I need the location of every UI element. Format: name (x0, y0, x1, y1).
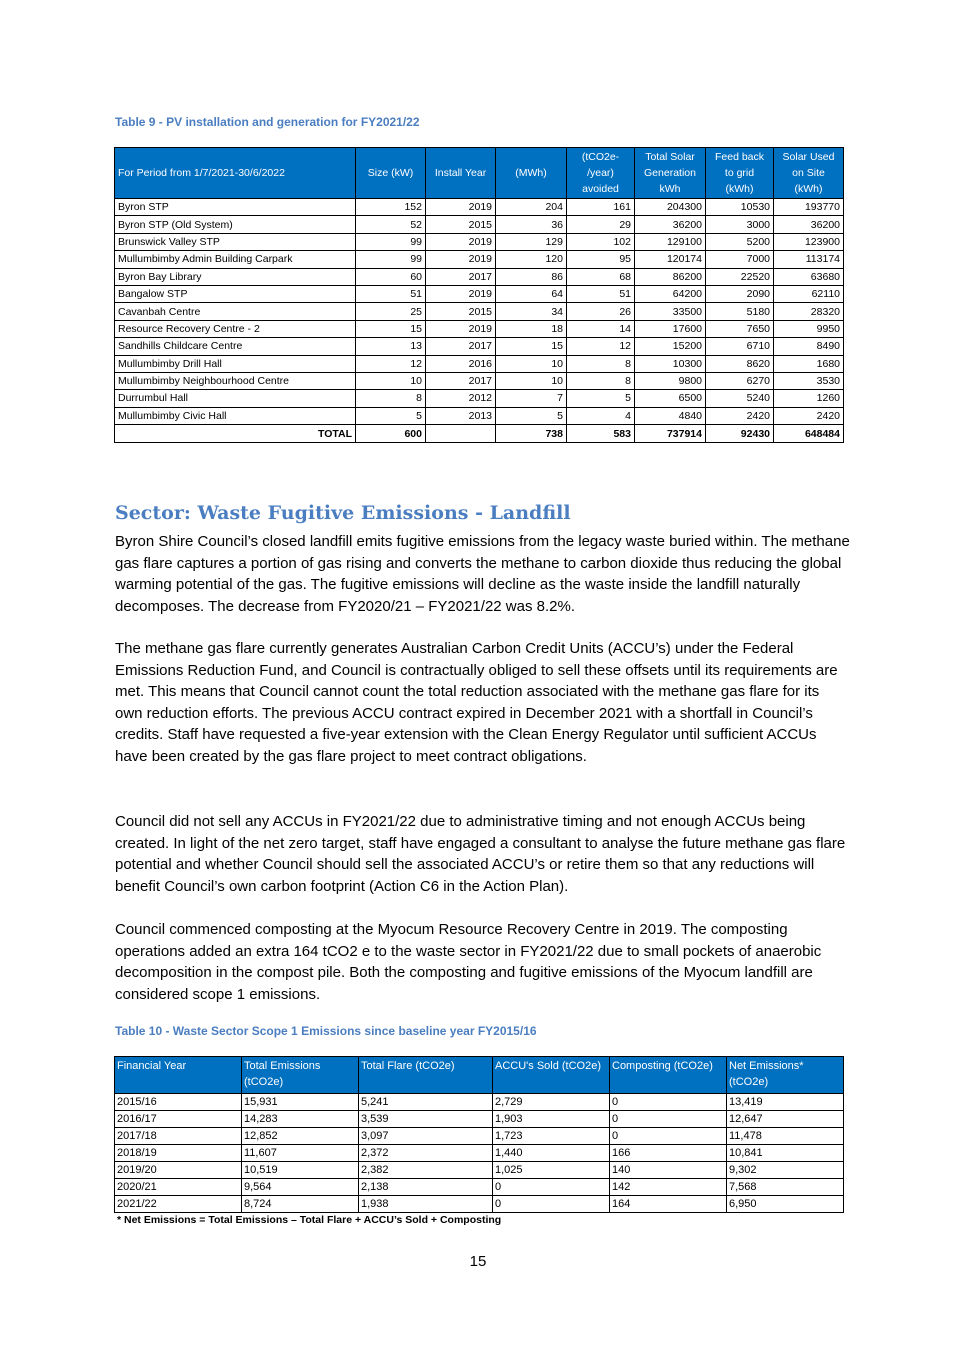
value-cell: 164 (610, 1196, 727, 1213)
value-cell: 4840 (635, 407, 706, 424)
value-cell: 1,938 (359, 1196, 493, 1213)
value-cell: 99 (356, 251, 426, 268)
value-cell: 36200 (635, 216, 706, 233)
table10-header-cell: Net Emissions* (tCO2e) (727, 1057, 844, 1094)
value-cell: 9,302 (727, 1162, 844, 1179)
table-row (115, 233, 844, 250)
value-cell: 15 (496, 338, 567, 355)
value-cell: 86200 (635, 268, 706, 285)
total-value-cell: 648484 (774, 425, 844, 443)
header-avoided-line2: /year) (587, 167, 614, 179)
table-row (115, 1179, 844, 1196)
table10-header-cell: Total Emissions (tCO2e) (242, 1057, 359, 1094)
value-cell: 2016 (426, 355, 496, 372)
total-value-cell: 92430 (706, 425, 774, 443)
value-cell: 2019 (426, 251, 496, 268)
value-cell: 51 (567, 285, 635, 302)
value-cell: 1680 (774, 355, 844, 372)
value-cell: 14,283 (242, 1111, 359, 1128)
paragraph-landfill: Byron Shire Council’s closed landfill emits fugitive emissions from the legacy waste buried within. The methane gas flare captures a portion of gas rising and converts the methane to carbon dioxide thus reducing the global warming potential of the gas. The fugitive emissions will decline as the waste inside the landfill naturally decomposes. The decrease from FY2020/21 – FY2021/22 was 8.2%. (115, 533, 850, 615)
value-cell: 2017 (426, 338, 496, 355)
header-avoided-line1: (tCO2e- (581, 151, 620, 163)
value-cell: 2420 (706, 407, 774, 424)
table10-header-cell: Total Flare (tCO2e) (359, 1057, 493, 1094)
header-avoided-line3: avoided (582, 183, 619, 195)
table-row (115, 372, 844, 389)
value-cell: 8 (567, 372, 635, 389)
value-cell: 2,382 (359, 1162, 493, 1179)
value-cell: 62110 (774, 285, 844, 302)
financial-year-cell: 2017/18 (115, 1128, 242, 1145)
table-row (115, 338, 844, 355)
financial-year-cell: 2021/22 (115, 1196, 242, 1213)
value-cell: 2,729 (493, 1094, 610, 1111)
value-cell: 102 (567, 233, 635, 250)
value-cell: 7 (496, 390, 567, 407)
value-cell: 10 (356, 372, 426, 389)
table-row (115, 268, 844, 285)
value-cell: 129 (496, 233, 567, 250)
value-cell: 25 (356, 303, 426, 320)
value-cell: 10 (496, 372, 567, 389)
value-cell: 113174 (774, 251, 844, 268)
table-row (115, 320, 844, 337)
total-value-cell: 600 (356, 425, 426, 443)
value-cell: 86 (496, 268, 567, 285)
header-used-line3: (kWh) (794, 183, 823, 195)
header-install-year: Install Year (426, 148, 496, 199)
value-cell: 6710 (706, 338, 774, 355)
table-row (115, 1162, 844, 1179)
value-cell: 6500 (635, 390, 706, 407)
header-solar-line2: Generation (644, 167, 696, 179)
value-cell: 8620 (706, 355, 774, 372)
value-cell: 4 (567, 407, 635, 424)
site-name-cell: Mullumbimby Drill Hall (115, 355, 356, 372)
value-cell: 10 (496, 355, 567, 372)
total-value-cell: 583 (567, 425, 635, 443)
value-cell: 10530 (706, 199, 774, 216)
financial-year-cell: 2016/17 (115, 1111, 242, 1128)
value-cell: 7000 (706, 251, 774, 268)
value-cell: 152 (356, 199, 426, 216)
value-cell: 22520 (706, 268, 774, 285)
value-cell: 95 (567, 251, 635, 268)
table-row (115, 199, 844, 216)
table9-caption: Table 9 - PV installation and generation for FY2021/22 (115, 115, 420, 129)
value-cell: 2015 (426, 216, 496, 233)
value-cell: 2420 (774, 407, 844, 424)
value-cell: 3,097 (359, 1128, 493, 1145)
total-row (115, 425, 844, 443)
header-avoided (567, 148, 635, 199)
table-row (115, 285, 844, 302)
value-cell: 204300 (635, 199, 706, 216)
value-cell: 10,841 (727, 1145, 844, 1162)
value-cell: 0 (610, 1128, 727, 1145)
value-cell: 11,478 (727, 1128, 844, 1145)
header-mwh: (MWh) (496, 148, 567, 199)
value-cell: 8490 (774, 338, 844, 355)
paragraph-composting: Council commenced composting at the Myocum Resource Recovery Centre in 2019. The composting operations added an extra 164 tCO2 e to the waste sector in FY2021/22 due to small pockets of anaerobic decomposition in the compost pile. Both the composting and fugitive emissions of the Myocum landfill are considered scope 1 emissions. (115, 921, 822, 1003)
value-cell: 2015 (426, 303, 496, 320)
value-cell: 13 (356, 338, 426, 355)
paragraph-accu: The methane gas flare currently generates Australian Carbon Credit Units (ACCU’s) under the Federal Emissions Reduction Fund, and Council is contractually obliged to sell these offsets until its requirements are met. This means that Council cannot count the total reduction associated with the methane gas flare for its own reduction efforts. The previous ACCU contract expired in December 2021 with a shortfall in Council’s credits. Staff have requested a five-year extension with the Clean Energy Regulator until sufficient ACCUs have been created by the gas flare project to meet contract obligations. (115, 640, 838, 765)
table-row (115, 303, 844, 320)
value-cell: 8,724 (242, 1196, 359, 1213)
table-row (115, 390, 844, 407)
table-row (115, 1111, 844, 1128)
table10-header-cell: Composting (tCO2e) (610, 1057, 727, 1094)
value-cell: 1260 (774, 390, 844, 407)
table-row (115, 251, 844, 268)
table9-header-row (115, 148, 844, 199)
site-name-cell: Durrumbul Hall (115, 390, 356, 407)
value-cell: 1,025 (493, 1162, 610, 1179)
value-cell: 2019 (426, 199, 496, 216)
value-cell: 3,539 (359, 1111, 493, 1128)
value-cell: 2,138 (359, 1179, 493, 1196)
value-cell: 2019 (426, 233, 496, 250)
value-cell: 120174 (635, 251, 706, 268)
total-value-cell (426, 425, 496, 443)
header-total-solar (635, 148, 706, 199)
value-cell: 193770 (774, 199, 844, 216)
value-cell: 6270 (706, 372, 774, 389)
value-cell: 5 (567, 390, 635, 407)
value-cell: 0 (493, 1196, 610, 1213)
value-cell: 51 (356, 285, 426, 302)
value-cell: 5,241 (359, 1094, 493, 1111)
total-value-cell: 737914 (635, 425, 706, 443)
table-row (115, 1145, 844, 1162)
value-cell: 129100 (635, 233, 706, 250)
value-cell: 15200 (635, 338, 706, 355)
financial-year-cell: 2015/16 (115, 1094, 242, 1111)
value-cell: 11,607 (242, 1145, 359, 1162)
site-name-cell: Resource Recovery Centre - 2 (115, 320, 356, 337)
header-period: For Period from 1/7/2021-30/6/2022 (115, 148, 356, 199)
table10-header-cell: ACCU's Sold (tCO2e) (493, 1057, 610, 1094)
value-cell: 2,372 (359, 1145, 493, 1162)
value-cell: 28320 (774, 303, 844, 320)
table-row (115, 1094, 844, 1111)
value-cell: 33500 (635, 303, 706, 320)
financial-year-cell: 2020/21 (115, 1179, 242, 1196)
header-used-line2: on Site (792, 167, 825, 179)
value-cell: 29 (567, 216, 635, 233)
value-cell: 64200 (635, 285, 706, 302)
header-feed-line1: Feed back (714, 151, 765, 163)
header-size: Size (kW) (356, 148, 426, 199)
value-cell: 6,950 (727, 1196, 844, 1213)
value-cell: 1,440 (493, 1145, 610, 1162)
value-cell: 5180 (706, 303, 774, 320)
value-cell: 9950 (774, 320, 844, 337)
value-cell: 9800 (635, 372, 706, 389)
pv-installation-table (114, 147, 844, 443)
value-cell: 68 (567, 268, 635, 285)
financial-year-cell: 2018/19 (115, 1145, 242, 1162)
value-cell: 5 (496, 407, 567, 424)
table-row (115, 1196, 844, 1213)
value-cell: 64 (496, 285, 567, 302)
value-cell: 3530 (774, 372, 844, 389)
total-value-cell: 738 (496, 425, 567, 443)
table10-caption: Table 10 - Waste Sector Scope 1 Emissions since baseline year FY2015/16 (115, 1024, 537, 1038)
paragraph-net-zero: Council did not sell any ACCUs in FY2021/22 due to administrative timing and not enough ACCUs being created. In light of the net zero target, staff have engaged a consultant to analyse the future methane gas flare potential and whether Council should sell the associated ACCU’s or retire them so that any reductions will benefit Council’s own carbon footprint (Action C6 in the Action Plan). (115, 813, 846, 895)
value-cell: 60 (356, 268, 426, 285)
header-used-line1: Solar Used (782, 151, 835, 163)
value-cell: 0 (610, 1111, 727, 1128)
site-name-cell: Bangalow STP (115, 285, 356, 302)
site-name-cell: Byron STP (Old System) (115, 216, 356, 233)
value-cell: 63680 (774, 268, 844, 285)
header-solar-line1: Total Solar (645, 151, 695, 163)
value-cell: 2019 (426, 285, 496, 302)
value-cell: 12 (356, 355, 426, 372)
header-solar-line3: kWh (659, 183, 681, 195)
site-name-cell: Mullumbimby Civic Hall (115, 407, 356, 424)
table10-header-cell: Financial Year (115, 1057, 242, 1094)
value-cell: 161 (567, 199, 635, 216)
table-row (115, 216, 844, 233)
value-cell: 2013 (426, 407, 496, 424)
value-cell: 34 (496, 303, 567, 320)
value-cell: 12,852 (242, 1128, 359, 1145)
value-cell: 5200 (706, 233, 774, 250)
value-cell: 26 (567, 303, 635, 320)
page-number: 15 (469, 1253, 487, 1270)
section-heading: Sector: Waste Fugitive Emissions - Landfill (115, 502, 571, 524)
value-cell: 14 (567, 320, 635, 337)
site-name-cell: Byron STP (115, 199, 356, 216)
financial-year-cell: 2019/20 (115, 1162, 242, 1179)
site-name-cell: Byron Bay Library (115, 268, 356, 285)
value-cell: 52 (356, 216, 426, 233)
value-cell: 12,647 (727, 1111, 844, 1128)
value-cell: 166 (610, 1145, 727, 1162)
value-cell: 140 (610, 1162, 727, 1179)
table10-footnote: * Net Emissions = Total Emissions – Total Flare + ACCU’s Sold + Composting (117, 1214, 502, 1226)
header-solar-used (774, 148, 844, 199)
value-cell: 204 (496, 199, 567, 216)
value-cell: 8 (567, 355, 635, 372)
value-cell: 10300 (635, 355, 706, 372)
value-cell: 2017 (426, 372, 496, 389)
value-cell: 2090 (706, 285, 774, 302)
value-cell: 2012 (426, 390, 496, 407)
header-feed-line2: to grid (724, 167, 755, 179)
waste-emissions-table (114, 1056, 844, 1213)
header-feed-back (706, 148, 774, 199)
value-cell: 8 (356, 390, 426, 407)
value-cell: 7,568 (727, 1179, 844, 1196)
value-cell: 3000 (706, 216, 774, 233)
value-cell: 5 (356, 407, 426, 424)
value-cell: 0 (493, 1179, 610, 1196)
value-cell: 36 (496, 216, 567, 233)
value-cell: 18 (496, 320, 567, 337)
table-row (115, 355, 844, 372)
table-row (115, 1128, 844, 1145)
value-cell: 1,723 (493, 1128, 610, 1145)
table-row (115, 407, 844, 424)
site-name-cell: Mullumbimby Neighbourhood Centre (115, 372, 356, 389)
header-feed-line3: (kWh) (725, 183, 754, 195)
value-cell: 123900 (774, 233, 844, 250)
value-cell: 7650 (706, 320, 774, 337)
value-cell: 142 (610, 1179, 727, 1196)
value-cell: 5240 (706, 390, 774, 407)
value-cell: 17600 (635, 320, 706, 337)
value-cell: 10,519 (242, 1162, 359, 1179)
value-cell: 2019 (426, 320, 496, 337)
value-cell: 99 (356, 233, 426, 250)
site-name-cell: Brunswick Valley STP (115, 233, 356, 250)
value-cell: 2017 (426, 268, 496, 285)
site-name-cell: Mullumbimby Admin Building Carpark (115, 251, 356, 268)
table10-header-row (115, 1057, 844, 1094)
value-cell: 0 (610, 1094, 727, 1111)
value-cell: 36200 (774, 216, 844, 233)
value-cell: 15,931 (242, 1094, 359, 1111)
value-cell: 1,903 (493, 1111, 610, 1128)
value-cell: 120 (496, 251, 567, 268)
value-cell: 12 (567, 338, 635, 355)
site-name-cell: Sandhills Childcare Centre (115, 338, 356, 355)
site-name-cell: Cavanbah Centre (115, 303, 356, 320)
value-cell: 13,419 (727, 1094, 844, 1111)
value-cell: 9,564 (242, 1179, 359, 1196)
total-label: TOTAL (115, 425, 356, 443)
value-cell: 15 (356, 320, 426, 337)
